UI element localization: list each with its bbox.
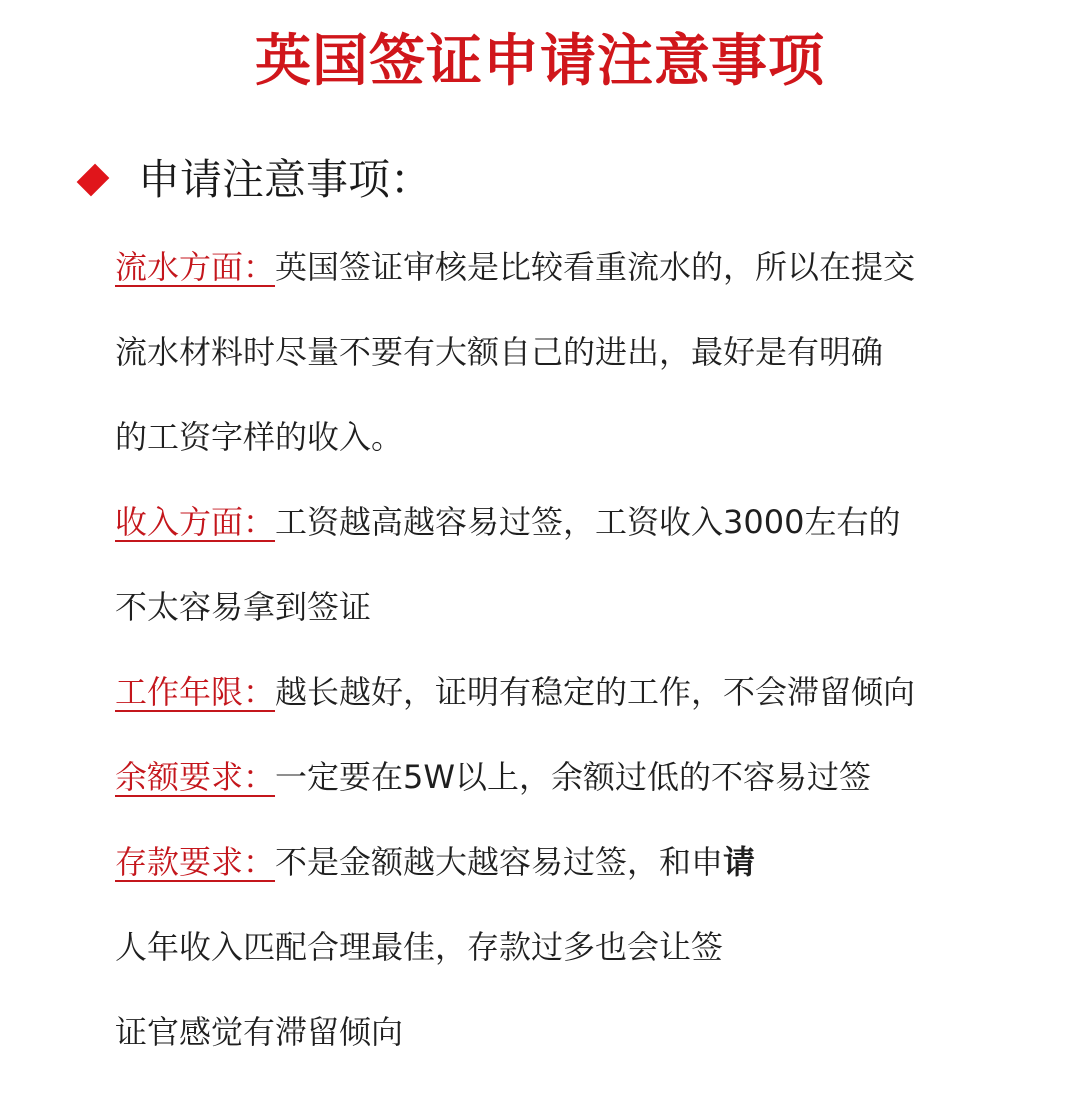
paragraph-balance	[115, 755, 871, 799]
text-income-line-2: 不太容易拿到签证	[115, 588, 372, 626]
diamond-icon	[77, 164, 110, 197]
label-deposit: 存款要求：	[115, 843, 276, 881]
text-deposit-line-2: 人年收入匹配合理最佳，存款过多也会让签	[115, 928, 724, 966]
text-deposit-line-1: 不是金额越大越容易过签，和申	[275, 843, 724, 881]
paragraph-deposit-line-2	[115, 925, 723, 969]
text-income-line-1: 工资越高越容易过签，工资收入3000左右的	[275, 503, 901, 541]
section-heading	[76, 150, 432, 210]
paragraph-deposit-line-3	[115, 1010, 403, 1054]
paragraph-deposit-line-1	[115, 840, 755, 884]
paragraph-income-line-1	[115, 500, 900, 544]
paragraph-flow-line-1	[115, 245, 915, 289]
section-heading-text: 申请注意事项：	[138, 155, 433, 204]
paragraph-income-line-2	[115, 585, 371, 629]
paragraph-flow-line-2	[115, 330, 883, 374]
text-flow-line-1: 英国签证审核是比较看重流水的，所以在提交	[275, 248, 916, 286]
label-balance: 余额要求：	[115, 758, 276, 796]
paragraph-flow-line-3	[115, 415, 403, 459]
text-balance: 一定要在5W以上，余额过低的不容易过签	[275, 758, 872, 796]
label-work-years: 工作年限：	[115, 673, 276, 711]
label-income: 收入方面：	[115, 503, 276, 541]
text-flow-line-3: 的工资字样的收入。	[115, 418, 404, 456]
text-deposit-line-1-bold: 请	[723, 843, 756, 881]
page-title: 英国签证申请注意事项	[255, 29, 825, 94]
paragraph-work-years	[115, 670, 915, 714]
label-flow: 流水方面：	[115, 248, 276, 286]
text-deposit-line-3: 证官感觉有滞留倾向	[115, 1013, 404, 1051]
text-flow-line-2: 流水材料时尽量不要有大额自己的进出，最好是有明确	[115, 333, 884, 371]
text-work-years: 越长越好，证明有稳定的工作，不会滞留倾向	[275, 673, 916, 711]
